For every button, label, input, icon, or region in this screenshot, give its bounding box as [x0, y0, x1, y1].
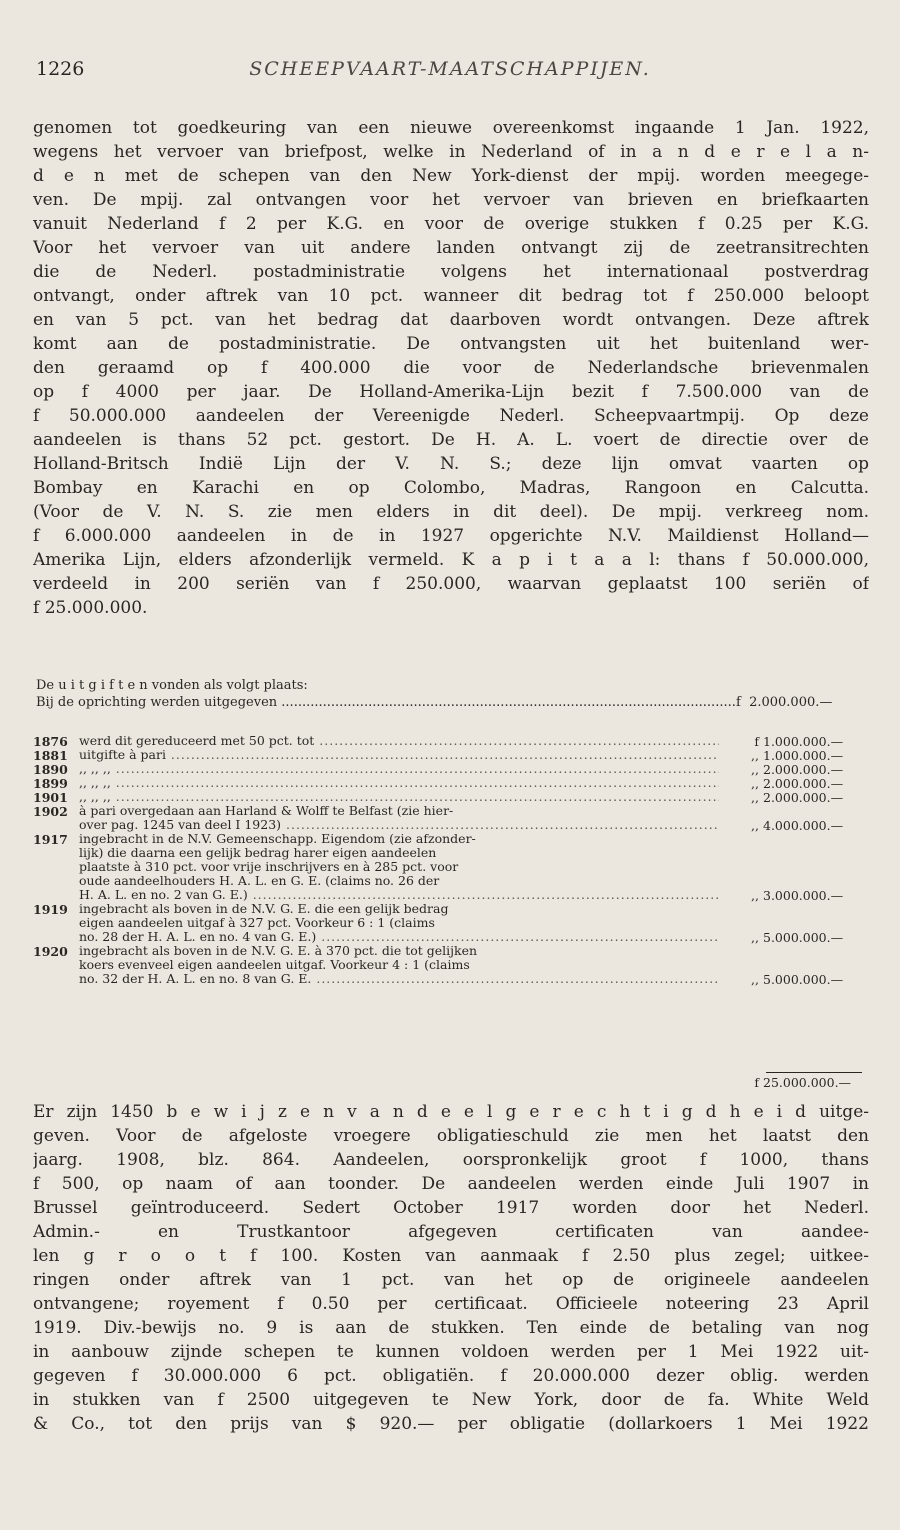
- text-line: Voor het vervoer van uit andere landen ontvangt zij de zeetransitrechten: [33, 238, 869, 258]
- running-title: SCHEEPVAART-MAATSCHAPPIJEN.: [249, 58, 651, 80]
- issue-description-line: ,, ,, ,, .....: [79, 790, 719, 804]
- text-line: Bombay en Karachi en op Colombo, Madras, Rangoon en Calcutta.: [33, 478, 869, 498]
- text-line: 1919. Div.-bewijs no. 9 is aan de stukken. Ten einde de betaling van nog: [33, 1318, 869, 1338]
- issue-row: [33, 804, 869, 832]
- issue-year: 1901: [33, 790, 68, 805]
- text-line: f 25.000.000.: [33, 598, 148, 618]
- issue-description-line: ingebracht als boven in de N.V. G. E. die een gelijk bedrag: [79, 902, 449, 916]
- text-line: (Voor de V. N. S. zie men elders in dit deel). De mpij. verkreeg nom.: [33, 502, 869, 522]
- issue-description-line: oude aandeelhouders H. A. L. en G. E. (claims no. 26 der: [79, 874, 440, 888]
- paragraph-shares: [33, 1100, 869, 1436]
- text-line: Er zijn 1450 b e w i j z e n v a n d e e l g e r e c h t i g d h e i d uitge-: [33, 1102, 869, 1122]
- issue-description-line: ,, ,, ,, .....: [79, 776, 719, 790]
- issue-row: [33, 790, 869, 804]
- issues-table: [33, 734, 869, 986]
- issue-description-line: koers evenveel eigen aandeelen uitgaf. Voorkeur 4 : 1 (claims: [79, 958, 470, 972]
- issue-year: 1876: [33, 734, 68, 749]
- page-number: 1226: [36, 58, 85, 80]
- issue-year: 1899: [33, 776, 68, 791]
- issue-year: 1890: [33, 762, 68, 777]
- issue-description-line: à pari overgedaan aan Harland & Wolff te Belfast (zie hier-: [79, 804, 454, 818]
- founding-issue-amount: f 2.000.000.—: [736, 695, 833, 710]
- issue-description-line: ingebracht als boven in de N.V. G. E. à 370 pct. die tot gelijken: [79, 944, 478, 958]
- issues-heading-block: [36, 677, 833, 711]
- issue-description-line: ,, ,, ,, .....: [79, 762, 719, 776]
- issue-year: 1917: [33, 832, 68, 847]
- issue-amount: ,, 5.000.000.—: [751, 930, 844, 945]
- issue-amount: ,, 1.000.000.—: [751, 748, 844, 763]
- issue-amount: ,, 2.000.000.—: [751, 776, 844, 791]
- issue-description-line: plaatste à 310 pct. voor vrije inschrijvers en à 285 pct. voor: [79, 860, 459, 874]
- issue-amount: ,, 5.000.000.—: [751, 972, 844, 987]
- text-line: die de Nederl. postadministratie volgens het internationaal postverdrag: [33, 262, 869, 282]
- issue-year: 1919: [33, 902, 68, 917]
- issue-amount: f 1.000.000.—: [754, 734, 844, 749]
- text-line: in stukken van f 2500 uitgegeven te New York, door de fa. White Weld: [33, 1390, 869, 1410]
- issue-description-line: werd dit gereduceerd met 50 pct. tot .....: [79, 734, 719, 748]
- text-line: len g r o o t f 100. Kosten van aanmaak f 2.50 plus zegel; uitkee-: [33, 1246, 869, 1266]
- text-line: wegens het vervoer van briefpost, welke in Nederland of in a n d e r e l a n-: [33, 142, 869, 162]
- issue-description-line: no. 32 der H. A. L. en no. 8 van G. E. .....: [79, 972, 719, 986]
- text-line: ontvangt, onder aftrek van 10 pct. wanneer dit bedrag tot f 250.000 beloopt: [33, 286, 869, 306]
- text-line: Holland-Britsch Indië Lijn der V. N. S.; deze lijn omvat vaarten op: [33, 454, 869, 474]
- issue-amount: ,, 2.000.000.—: [751, 762, 844, 777]
- text-line: jaarg. 1908, blz. 864. Aandeelen, oorspronkelijk groot f 1000, thans: [33, 1150, 869, 1170]
- page-header: [0, 58, 900, 88]
- issue-description-line: lijk) die daarna een gelijk bedrag harer eigen aandeelen: [79, 846, 437, 860]
- issue-description-line: uitgifte à pari .....: [79, 748, 719, 762]
- issue-year: 1881: [33, 748, 68, 763]
- text-line: komt aan de postadministratie. De ontvangsten uit het buitenland wer-: [33, 334, 869, 354]
- issues-heading: De u i t g i f t e n vonden als volgt plaats:: [36, 678, 308, 693]
- text-line: ven. De mpij. zal ontvangen voor het vervoer van brieven en briefkaarten: [33, 190, 869, 210]
- text-line: ringen onder aftrek van 1 pct. van het op de origineele aandeelen: [33, 1270, 869, 1290]
- issue-description-line: no. 28 der H. A. L. en no. 4 van G. E.) .....: [79, 930, 719, 944]
- issue-row: [33, 832, 869, 902]
- text-line: gegeven f 30.000.000 6 pct. obligatiën. f 20.000.000 dezer oblig. werden: [33, 1366, 869, 1386]
- text-line: verdeeld in 200 seriën van f 250.000, waarvan geplaatst 100 seriën of: [33, 574, 869, 594]
- total-amount: f 25.000.000.—: [754, 1075, 852, 1090]
- issue-year: 1920: [33, 944, 68, 959]
- text-line: in aanbouw zijnde schepen te kunnen voldoen werden per 1 Mei 1922 uit-: [33, 1342, 869, 1362]
- issue-description-line: H. A. L. en no. 2 van G. E.) .....: [79, 888, 719, 902]
- text-line: f 500, op naam of aan toonder. De aandeelen werden einde Juli 1907 in: [33, 1174, 869, 1194]
- text-line: d e n met de schepen van den New York-dienst der mpij. worden meegege-: [33, 166, 869, 186]
- text-line: Brussel geïntroduceerd. Sedert October 1917 worden door het Nederl.: [33, 1198, 869, 1218]
- text-line: f 50.000.000 aandeelen der Vereenigde Nederl. Scheepvaartmpij. Op deze: [33, 406, 869, 426]
- issue-description-line: eigen aandeelen uitgaf à 327 pct. Voorkeur 6 : 1 (claims: [79, 916, 435, 930]
- issue-row: [33, 776, 869, 790]
- total-rule: [766, 1072, 862, 1073]
- text-line: & Co., tot den prijs van $ 920.— per obligatie (dollarkoers 1 Mei 1922: [33, 1414, 869, 1434]
- text-line: ontvangene; royement f 0.50 per certificaat. Officieele noteering 23 April: [33, 1294, 869, 1314]
- issue-amount: ,, 3.000.000.—: [751, 888, 844, 903]
- text-line: Amerika Lijn, elders afzonderlijk vermeld. K a p i t a a l: thans f 50.000.000,: [33, 550, 869, 570]
- issue-row: [33, 902, 869, 944]
- text-line: geven. Voor de afgeloste vroegere obligatieschuld zie men het laatst den: [33, 1126, 869, 1146]
- text-line: genomen tot goedkeuring van een nieuwe overeenkomst ingaande 1 Jan. 1922,: [33, 118, 869, 138]
- issue-year: 1902: [33, 804, 68, 819]
- text-line: f 6.000.000 aandeelen in de in 1927 opgerichte N.V. Maildienst Holland—: [33, 526, 869, 546]
- issue-amount: ,, 2.000.000.—: [751, 790, 844, 805]
- issue-amount: ,, 4.000.000.—: [751, 818, 844, 833]
- text-line: Admin.- en Trustkantoor afgegeven certificaten van aandee-: [33, 1222, 869, 1242]
- text-line: den geraamd op f 400.000 die voor de Nederlandsche brievenmalen: [33, 358, 869, 378]
- issue-row: [33, 944, 869, 986]
- founding-issue-row: Bij de oprichting werden uitgegeven .............................................................................................................. f 2.000.000.—: [36, 695, 833, 710]
- issue-description-line: ingebracht in de N.V. Gemeenschapp. Eigendom (zie afzonder-: [79, 832, 476, 846]
- text-line: en van 5 pct. van het bedrag dat daarboven wordt ontvangen. Deze aftrek: [33, 310, 869, 330]
- text-line: op f 4000 per jaar. De Holland-Amerika-Lijn bezit f 7.500.000 van de: [33, 382, 869, 402]
- text-line: vanuit Nederland f 2 per K.G. en voor de overige stukken f 0.25 per K.G.: [33, 214, 869, 234]
- issue-row: [33, 748, 869, 762]
- text-line: aandeelen is thans 52 pct. gestort. De H. A. L. voert de directie over de: [33, 430, 869, 450]
- issue-row: [33, 762, 869, 776]
- founding-issue-text: Bij de oprichting werden uitgegeven: [36, 695, 278, 710]
- paragraph-postal-contract: [33, 116, 869, 620]
- issue-row: [33, 734, 869, 748]
- issue-description-line: over pag. 1245 van deel I 1923) .....: [79, 818, 719, 832]
